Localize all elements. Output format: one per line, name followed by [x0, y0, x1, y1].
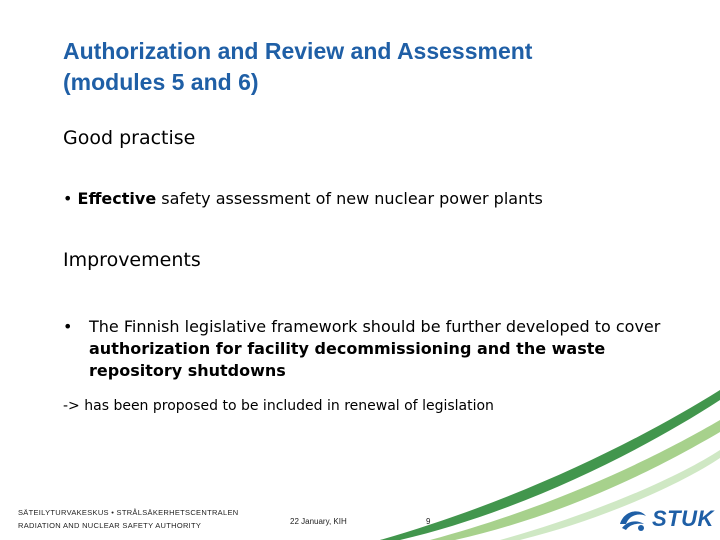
legislation-note [63, 398, 663, 414]
stuk-logo [616, 500, 712, 536]
page-number: 9 [426, 517, 431, 526]
footer-date: 22 January, KIH [290, 517, 347, 526]
logo-text: STUK [652, 506, 714, 531]
bullet-text: safety assessment of new nuclear power plants [156, 189, 543, 208]
bullet-marker: • [63, 317, 73, 336]
org-name-line-2: RADIATION AND NUCLEAR SAFETY AUTHORITY [18, 521, 202, 530]
good-practise-bullet [63, 188, 663, 210]
footer-organization [18, 506, 238, 532]
slide-title [63, 36, 683, 98]
bullet-content [89, 316, 663, 382]
arrow-marker: -> [63, 398, 80, 414]
bullet-bold-text: Effective [77, 189, 157, 208]
bullet-marker: • [63, 189, 73, 208]
note-text: has been proposed to be included in renewal of legislation [79, 398, 494, 414]
org-name-line-1: SÄTEILYTURVAKESKUS • STRÅLSÄKERHETSCENTRALEN [18, 508, 239, 517]
bullet-bold-text: authorization for facility decommissioning and the waste repository shutdowns [89, 339, 606, 380]
stuk-logo-icon [616, 502, 650, 536]
good-practise-heading: Good practise [63, 127, 196, 149]
improvements-bullet [63, 316, 663, 382]
improvements-heading: Improvements [63, 249, 201, 271]
title-line-1: Authorization and Review and Assessment [63, 38, 533, 64]
title-line-2: (modules 5 and 6) [63, 69, 259, 95]
bullet-text: The Finnish legislative framework should be further developed to cover [89, 317, 661, 336]
